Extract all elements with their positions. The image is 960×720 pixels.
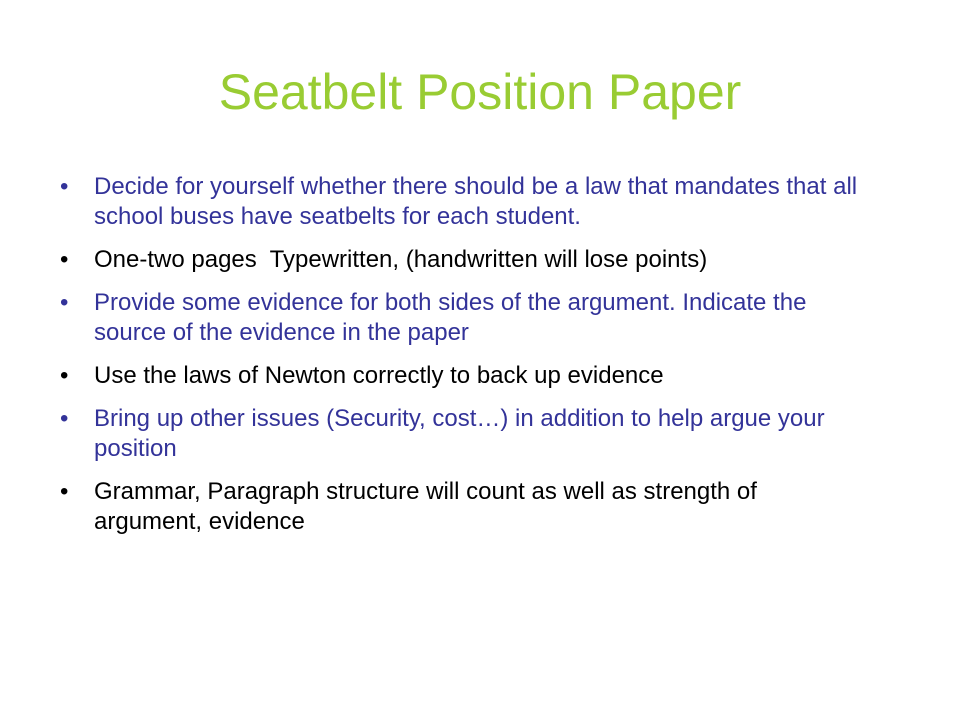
bullet-dot-icon: • <box>60 246 69 273</box>
bullet-dot-icon: • <box>60 362 69 389</box>
bullet-dot-icon: • <box>60 405 69 432</box>
bullet-list <box>60 172 860 550</box>
bullet-dot-icon: • <box>60 478 69 505</box>
bullet-text: Bring up other issues (Security, cost…) in addition to help argue your position <box>94 405 825 462</box>
bullet-text: Provide some evidence for both sides of the argument. Indicate the source of the evidence in the paper <box>94 289 807 346</box>
bullet-text: Use the laws of Newton correctly to back up evidence <box>94 362 664 389</box>
bullet-item <box>60 477 860 537</box>
bullet-item <box>60 404 860 464</box>
bullet-text: Decide for yourself whether there should be a law that mandates that all school buses have seatbelts for each student. <box>94 173 858 230</box>
bullet-text: One-two pages Typewritten, (handwritten will lose points) <box>94 246 708 273</box>
bullet-item <box>60 288 860 348</box>
bullet-text: Grammar, Paragraph structure will count as well as strength of argument, evidence <box>94 478 757 535</box>
bullet-item <box>60 245 860 275</box>
slide-title: Seatbelt Position Paper <box>218 64 742 120</box>
bullet-dot-icon: • <box>60 173 69 200</box>
bullet-item <box>60 361 860 391</box>
bullet-item <box>60 172 860 232</box>
bullet-dot-icon: • <box>60 289 69 316</box>
